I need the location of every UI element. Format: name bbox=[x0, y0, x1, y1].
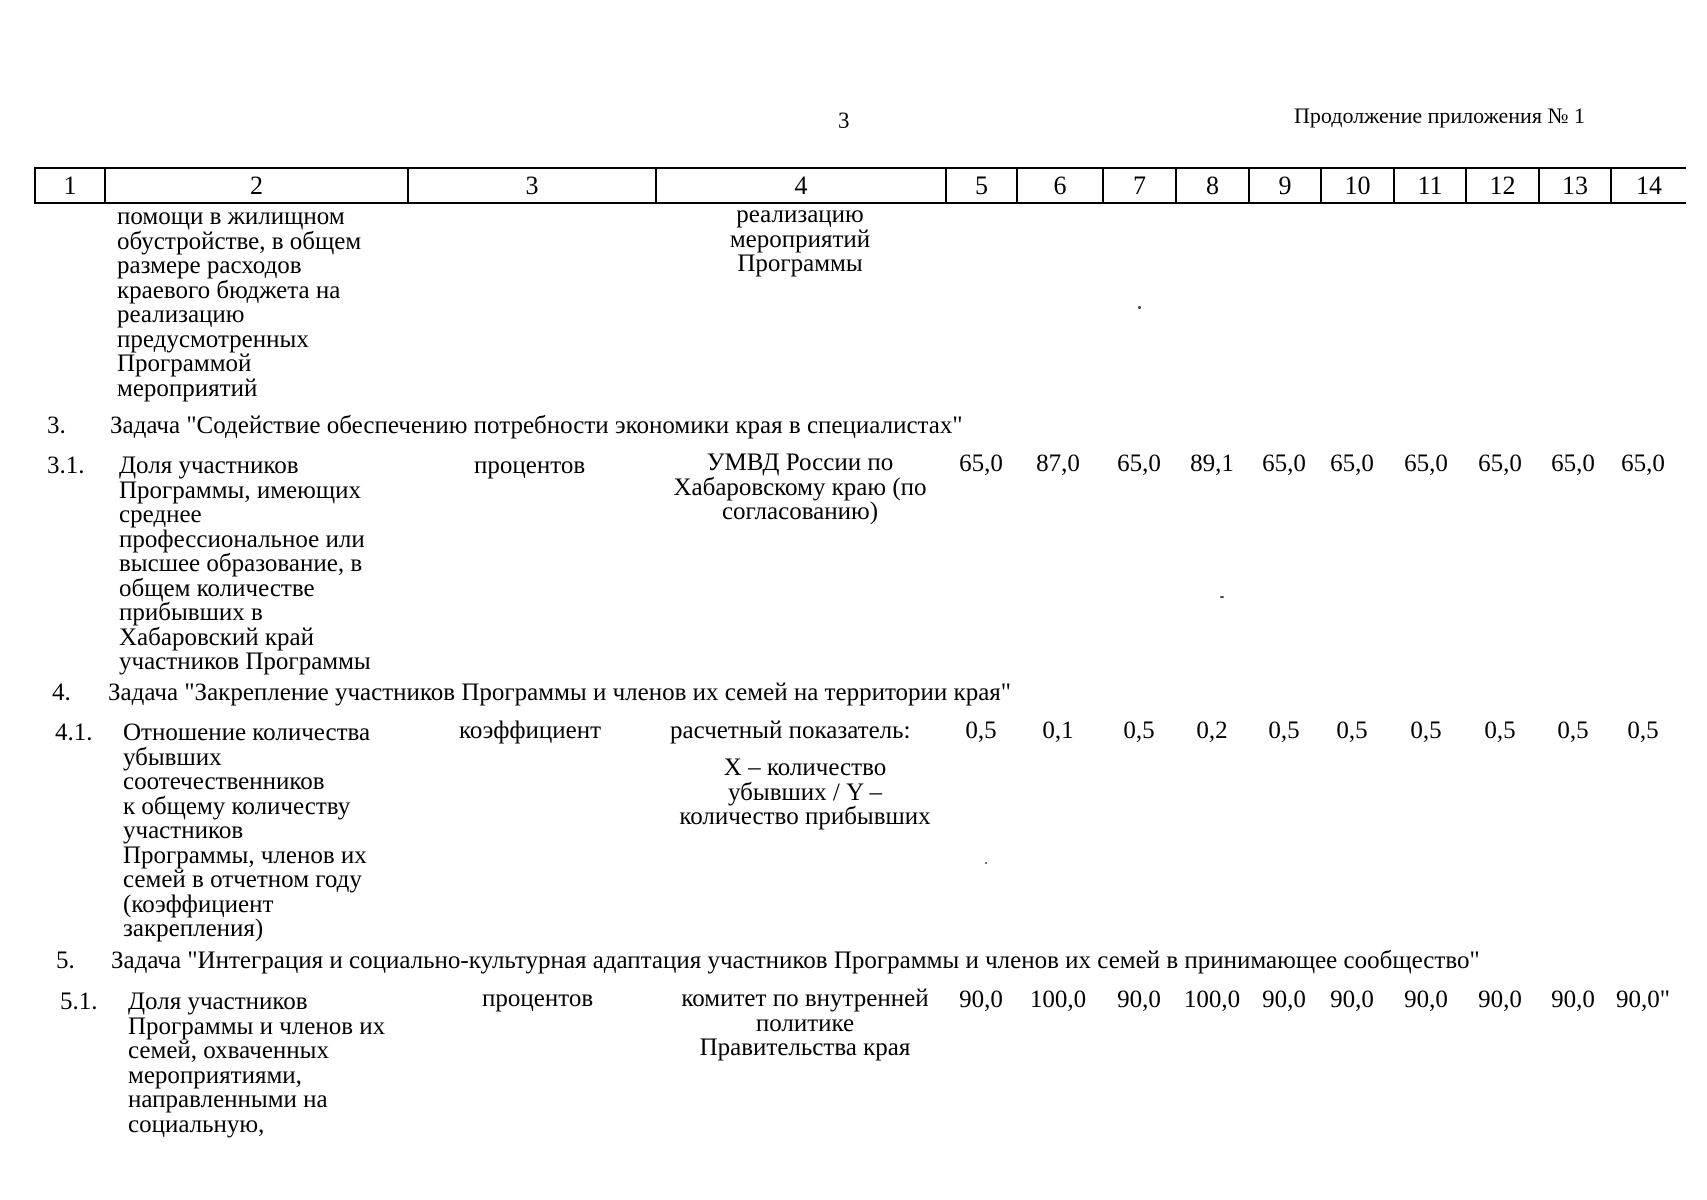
value-cell: 90,0" bbox=[1616, 986, 1670, 1013]
value-cell: 65,0 bbox=[1262, 450, 1306, 477]
column-header: 14 bbox=[1610, 167, 1686, 204]
value-cell: 90,0 bbox=[1478, 986, 1522, 1013]
value-cell: 90,0 bbox=[1551, 986, 1595, 1013]
column-header: 11 bbox=[1393, 167, 1465, 204]
task-number: 3. bbox=[47, 412, 66, 439]
indicator-text: Отношение количества убывших соотечественников к общему количеству участников Программы, членов их семей в отчетном году (коэффициент закрепления) bbox=[123, 719, 371, 942]
value-cell: 90,0 bbox=[1117, 986, 1161, 1013]
value-cell: 0,5 bbox=[1627, 717, 1659, 744]
column-header: 10 bbox=[1320, 167, 1393, 204]
value-cell: 89,1 bbox=[1190, 450, 1234, 477]
source-text-cont: реализацию мероприятий Программы bbox=[729, 201, 871, 277]
source-text: комитет по внутренней политике Правительства края bbox=[681, 985, 929, 1061]
value-cell: 90,0 bbox=[1262, 986, 1306, 1013]
value-cell: 65,0 bbox=[1551, 450, 1595, 477]
column-header: 7 bbox=[1102, 167, 1175, 204]
source-text: X – количество убывших / Y – количество прибывших bbox=[679, 754, 931, 830]
indicator-text: Доля участников Программы и членов их семей, охваченных мероприятиями, направленными на социальную, bbox=[128, 988, 386, 1138]
source-text: УМВД России по Хабаровскому краю (по согласованию) bbox=[673, 449, 927, 525]
column-header: 9 bbox=[1248, 167, 1320, 204]
value-cell: 0,2 bbox=[1196, 717, 1228, 744]
value-cell: 90,0 bbox=[1330, 986, 1374, 1013]
value-cell: 0,5 bbox=[1410, 717, 1442, 744]
value-cell: 0,5 bbox=[1268, 717, 1300, 744]
row-number: 3.1. bbox=[47, 452, 85, 479]
page-number: 3 bbox=[838, 108, 850, 133]
column-header: 4 bbox=[655, 167, 945, 204]
row-number: 4.1. bbox=[55, 719, 93, 746]
value-cell: 65,0 bbox=[1330, 450, 1374, 477]
column-header: 13 bbox=[1538, 167, 1610, 204]
source-heading: расчетный показатель: bbox=[670, 717, 911, 744]
scan-speck bbox=[1220, 596, 1224, 598]
value-cell: 65,0 bbox=[1621, 450, 1665, 477]
task-title: Задача "Закрепление участников Программы и членов их семей на территории края" bbox=[108, 679, 1012, 706]
value-cell: 65,0 bbox=[1117, 450, 1161, 477]
value-cell: 90,0 bbox=[1404, 986, 1448, 1013]
column-header: 5 bbox=[945, 167, 1016, 204]
row-number: 5.1. bbox=[60, 988, 98, 1015]
column-header: 3 bbox=[407, 167, 655, 204]
value-cell: 0,5 bbox=[1123, 717, 1155, 744]
value-cell: 65,0 bbox=[1404, 450, 1448, 477]
value-cell: 100,0 bbox=[1029, 986, 1087, 1013]
value-cell: 0,5 bbox=[1336, 717, 1368, 744]
scan-speck bbox=[1138, 306, 1141, 309]
value-cell: 65,0 bbox=[959, 450, 1003, 477]
value-cell: 65,0 bbox=[1478, 450, 1522, 477]
unit-text: процентов bbox=[482, 985, 594, 1012]
unit-text: процентов bbox=[474, 452, 586, 479]
task-number: 5. bbox=[56, 947, 75, 974]
table-header-row bbox=[34, 167, 1686, 204]
column-header: 2 bbox=[104, 167, 407, 204]
value-cell: 90,0 bbox=[959, 986, 1003, 1013]
value-cell: 0,5 bbox=[1484, 717, 1516, 744]
indicator-text-cont: помощи в жилищном обустройстве, в общем размере расходов краевого бюджета на реализацию предусмотренных Программой мероприятий bbox=[117, 203, 362, 402]
column-header: 1 bbox=[34, 167, 104, 204]
value-cell: 87,0 bbox=[1036, 450, 1080, 477]
column-header: 12 bbox=[1465, 167, 1538, 204]
value-cell: 0,5 bbox=[965, 717, 997, 744]
value-cell: 0,5 bbox=[1557, 717, 1589, 744]
column-header: 6 bbox=[1016, 167, 1102, 204]
unit-text: коэффициент bbox=[459, 717, 602, 744]
value-cell: 0,1 bbox=[1042, 717, 1074, 744]
task-title: Задача "Содействие обеспечению потребности экономики края в специалистах" bbox=[110, 412, 963, 439]
continuation-label: Продолжение приложения № 1 bbox=[1294, 103, 1585, 128]
value-cell: 100,0 bbox=[1183, 986, 1241, 1013]
scan-speck bbox=[985, 862, 987, 864]
task-number: 4. bbox=[52, 679, 71, 706]
column-header: 8 bbox=[1175, 167, 1248, 204]
indicator-text: Доля участников Программы, имеющих среднее профессиональное или высшее образование, в общем количестве прибывших в Хабаровский край участников Программы bbox=[119, 452, 371, 675]
task-title: Задача "Интеграция и социально-культурная адаптация участников Программы и членов их семей в принимающее сообщество" bbox=[111, 947, 1480, 974]
